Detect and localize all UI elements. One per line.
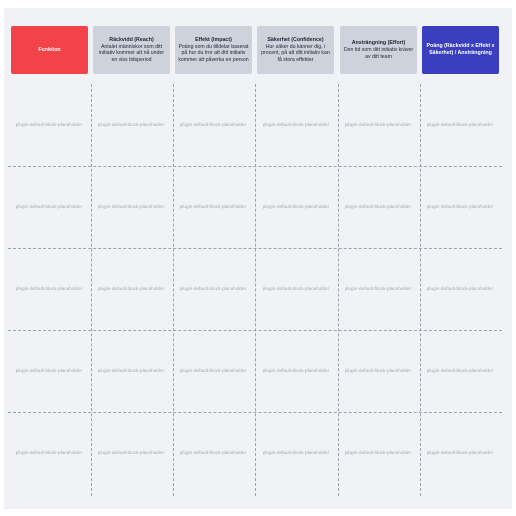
grid-row-divider [8, 248, 502, 249]
placeholder-cell[interactable]: plugin-default-block-placeholder [179, 122, 247, 127]
placeholder-cell[interactable]: plugin-default-block-placeholder [15, 286, 83, 291]
grid-row-divider [8, 166, 502, 167]
placeholder-cell[interactable]: plugin-default-block-placeholder [15, 368, 83, 373]
placeholder-cell[interactable]: plugin-default-block-placeholder [426, 122, 494, 127]
placeholder-cell[interactable]: plugin-default-block-placeholder [179, 450, 247, 455]
header-impact-title: Effekt (Impact) [195, 36, 232, 43]
placeholder-cell[interactable]: plugin-default-block-placeholder [262, 204, 330, 209]
placeholder-cell[interactable]: plugin-default-block-placeholder [179, 286, 247, 291]
placeholder-cell[interactable]: plugin-default-block-placeholder [262, 122, 330, 127]
grid-row-divider [8, 330, 502, 331]
placeholder-cell[interactable]: plugin-default-block-placeholder [15, 122, 83, 127]
header-impact[interactable] [175, 26, 252, 74]
header-funktion-title: Funktion [38, 46, 61, 53]
placeholder-cell[interactable]: plugin-default-block-placeholder [426, 204, 494, 209]
placeholder-cell[interactable]: plugin-default-block-placeholder [97, 368, 165, 373]
board-canvas [4, 8, 512, 509]
placeholder-cell[interactable]: plugin-default-block-placeholder [426, 368, 494, 373]
placeholder-cell[interactable]: plugin-default-block-placeholder [97, 450, 165, 455]
header-reach[interactable] [93, 26, 170, 74]
placeholder-cell[interactable]: plugin-default-block-placeholder [344, 450, 412, 455]
header-effort[interactable] [340, 26, 417, 74]
placeholder-cell[interactable]: plugin-default-block-placeholder [97, 122, 165, 127]
placeholder-cell[interactable]: plugin-default-block-placeholder [179, 368, 247, 373]
placeholder-cell[interactable]: plugin-default-block-placeholder [344, 368, 412, 373]
header-funktion[interactable] [11, 26, 88, 74]
placeholder-cell[interactable]: plugin-default-block-placeholder [426, 450, 494, 455]
header-confidence-desc: Hur säker du känner dig, i procent, på att ditt initiativ kan få stora effekter [261, 43, 330, 63]
placeholder-cell[interactable]: plugin-default-block-placeholder [344, 286, 412, 291]
placeholder-cell[interactable]: plugin-default-block-placeholder [97, 204, 165, 209]
header-confidence-title: Säkerhet (Confidence) [267, 36, 324, 43]
header-effort-desc: Den tid som ditt initiativ kräver av ditt team [343, 46, 414, 60]
header-confidence[interactable] [257, 26, 334, 74]
header-reach-desc: Antalet människor som ditt initiativ kommer att nå under en viss tidsperiod [98, 43, 165, 63]
header-score[interactable] [422, 26, 499, 74]
placeholder-cell[interactable]: plugin-default-block-placeholder [344, 122, 412, 127]
placeholder-cell[interactable]: plugin-default-block-placeholder [344, 204, 412, 209]
header-effort-title: Ansträngning (Effort) [351, 39, 406, 46]
header-score-title: Poäng (Räckvidd x Effekt x Säkerhet) / Ansträngning [426, 42, 495, 56]
placeholder-cell[interactable]: plugin-default-block-placeholder [262, 286, 330, 291]
placeholder-cell[interactable]: plugin-default-block-placeholder [262, 450, 330, 455]
placeholder-cell[interactable]: plugin-default-block-placeholder [97, 286, 165, 291]
placeholder-cell[interactable]: plugin-default-block-placeholder [15, 450, 83, 455]
placeholder-cell[interactable]: plugin-default-block-placeholder [179, 204, 247, 209]
header-reach-title: Räckvidd (Reach) [109, 36, 154, 43]
grid-row-divider [8, 412, 502, 413]
placeholder-cell[interactable]: plugin-default-block-placeholder [426, 286, 494, 291]
header-impact-desc: Poäng som du tilldelar baserat på hur du tror att ditt initiativ kommer att påverka en person [178, 43, 249, 63]
placeholder-cell[interactable]: plugin-default-block-placeholder [15, 204, 83, 209]
placeholder-cell[interactable]: plugin-default-block-placeholder [262, 368, 330, 373]
